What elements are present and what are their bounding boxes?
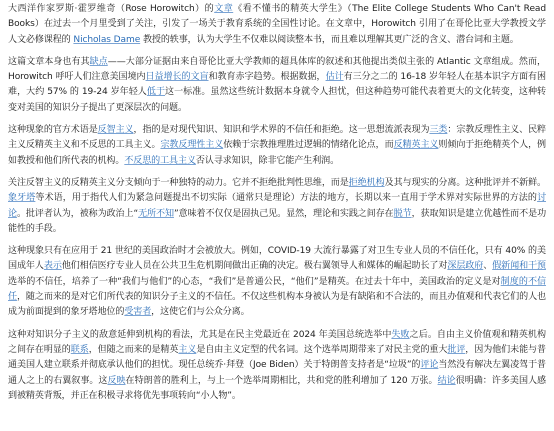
paragraph (8, 55, 546, 116)
paragraph (8, 244, 546, 320)
paragraph-text: 有三分之二的 16-18 岁年轻人在基本识字方面有困难，大约 57% 的 19-24 岁年轻人 (8, 72, 546, 98)
paragraph-text: 很明确：许多美国人感到被精英背叛，并正在积极寻求将优先事项转向“小人物”。 (8, 375, 546, 401)
paragraph-text: 选举的不信任，培养了一种“我们与他们”的心态，“我们”是普通公民，“他们”是精英。在过去十年中，美国政治的定义是对 (8, 276, 501, 287)
paragraph-text: ：宗教反理性主义、民粹主义反精英主义和不反思的工具主义。 (8, 125, 547, 151)
inline-link[interactable]: 反智主义 (97, 125, 134, 136)
inline-link[interactable]: Nicholas Dame (73, 34, 141, 45)
inline-link[interactable]: 评论 (420, 360, 439, 371)
paragraph-text: 否认寻求知识，除非它能产生利润。 (195, 155, 340, 166)
inline-link[interactable]: 拒绝机构 (348, 177, 385, 188)
paragraph-text: ——大部分证据由来自哥伦比亚大学教师的超具体库的叙述和其他提出类似主张的 Atlantic 文章组成。然而，Horowitch 呼吁人们注意美国境内 (8, 56, 546, 83)
paragraph-text: 在特朗普的胜利上，与上一个选举周期相比，共和党的胜利增加了 120 万张。 (125, 375, 438, 386)
inline-link[interactable]: 日益增长的文盲 (145, 72, 209, 83)
inline-link[interactable]: 不反思的工具主义 (124, 155, 196, 166)
paragraph-text: ，随之而来的是对它们所代表的知识分子主义的不信任。不仅这些机构本身被认为是有缺陷和不合法的，而且办值观和代表它们的人也成为前面提到的象牙塔地位的 (8, 292, 546, 318)
paragraph-text: 之后。自由主义价值观和精英机构之间存在明显的 (8, 329, 546, 355)
paragraph (8, 2, 546, 48)
inline-link[interactable]: 估计 (325, 72, 344, 83)
inline-link[interactable]: 受害者 (124, 307, 152, 318)
inline-link[interactable]: 宗教反理性主义 (160, 140, 224, 151)
paragraph-text: 、 (483, 261, 493, 272)
paragraph-text: ，获取知识是建立优越性而不是功能性的手段。 (8, 208, 547, 234)
inline-link[interactable]: 脱节 (393, 208, 412, 219)
inline-link[interactable]: 无所不知 (138, 208, 174, 219)
paragraph-text: 这一标准。虽然这些统计数据本身就令人担忧，但这种趋势可能代表着更大的文化转变，这种转变对美国的知识分子提出了更深层次的问题。 (8, 87, 546, 113)
paragraph-text: ，指的是对现代知识、知识和学术界的不信任和拒绝。这一思想流派表现为 (133, 125, 430, 136)
paragraph-text: ，但随之而来的是精英 (88, 344, 179, 355)
paragraph-text: 关注反智主义的反精英主义分支倾向于一种独特的动力。它并不拒绝批判性思维，而是 (8, 177, 349, 188)
paragraph-text: 教授的轶事，认为大学生不仅难以阅读整本书，而且难以理解其更广泛的含义、潜台词和主题。 (140, 34, 519, 45)
inline-link[interactable]: 反映 (107, 375, 126, 386)
paragraph-text: 《看不懂书的精英大学生》（The Elite College Students Who Can't Read Books）在过去一个月里受到了关注，引发了一场关于教育系统的全国性讨论。在文章中，Horowitch 引用了在哥伦比亚大学教授文学人文必修课程的 (8, 4, 547, 45)
paragraph-text: ，因为他们未能与普通美国人建立联系并彻底承认他们的担忧。现任总统乔·拜登（Joe Biden）关于特朗普支持者是“垃圾”的 (8, 344, 546, 371)
inline-link[interactable]: 主义 (178, 344, 197, 355)
paragraph-text: 是自由主义定型的代名词。这个选举周期带来了对民主党的重大 (196, 344, 448, 355)
inline-link[interactable]: 讨论 (8, 193, 547, 219)
paragraph-text: 等术语，用于指代人们为紧急问题提出不切实际（通常只是理论）方法的地方，长期以来一直用于学术界对实际世界的方法的 (35, 193, 538, 204)
inline-link[interactable]: 象牙塔 (8, 193, 36, 204)
inline-link[interactable]: 假新闻和干预 (492, 261, 546, 272)
inline-link[interactable]: 缺点 (89, 56, 108, 67)
inline-link[interactable]: 结论 (437, 375, 456, 386)
paragraph-text: 这种现象只有在应用于 21 世纪的美国政治时才会被放大。例如，COVID-19 大流行暴露了对卫生专业人员的不信任化，只有 40% 的美国成年人 (8, 246, 546, 272)
paragraph-text: 当然没有解决左翼凌驾于普通人之上的右翼叙事。这 (8, 360, 546, 386)
paragraph-text: 则倾向于拒绝精英个人，例如教授和他们所代表的机构。 (8, 140, 546, 166)
paragraph-text: 依赖于宗教推理胜过逻辑的情绪化论点，而 (223, 140, 394, 151)
paragraph (8, 123, 546, 169)
inline-link[interactable]: 三类 (429, 125, 448, 136)
inline-link[interactable]: 文章 (214, 4, 234, 14)
paragraph-text: 。批评者认为，被称为政治上“ (16, 208, 139, 219)
inline-link[interactable]: 深层政府 (447, 261, 484, 272)
inline-link[interactable]: 联系 (70, 344, 89, 355)
paragraph-text: 这种现象的官方术语是 (8, 125, 98, 136)
inline-link[interactable]: 表示 (43, 261, 62, 272)
paragraph-text: 及其与现实的分离。这种批评并不新鲜。 (384, 177, 546, 188)
inline-link[interactable]: 制度的不信任 (8, 276, 547, 303)
inline-link[interactable]: 低于 (146, 87, 166, 98)
paragraph-text: ”意味着不仅仅是固执己见。显然，理论和实践之间存在 (173, 208, 394, 219)
inline-link[interactable]: 失败 (391, 329, 410, 340)
paragraph-text: 他们相信医疗专业人员在公共卫生危机期间做出正确的决定。极右翼领导人和媒体的崛起助长了对 (61, 261, 448, 272)
paragraph-text: 和教育赤字趋势。根据数据， (208, 72, 326, 83)
paragraph (8, 176, 546, 237)
paragraph-text: ，这使它们与公众分离。 (151, 307, 250, 318)
paragraph (8, 328, 546, 404)
inline-link[interactable]: 反精英主义 (393, 140, 439, 151)
inline-link[interactable]: 批评 (447, 344, 466, 355)
paragraph-text: 大西洋作家罗斯·霍罗维奇（Rose Horowitch）的 (8, 4, 215, 14)
paragraph-text: 这篇文章本身也有其 (8, 56, 90, 67)
paragraph-text: 这种对知识分子主义的敌意延伸到机构的看法，尤其是在民主党最近在 2024 年美国总统选举中 (8, 329, 392, 340)
